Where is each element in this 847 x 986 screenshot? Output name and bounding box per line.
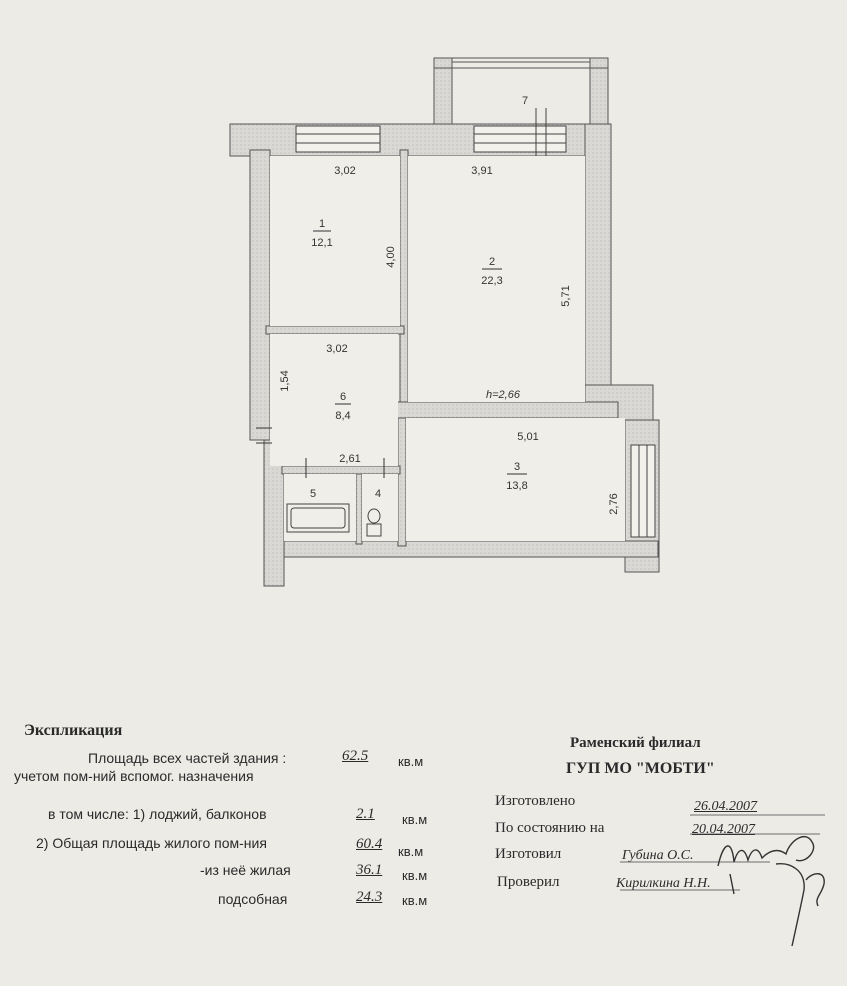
room-3-area: 13,8 — [506, 480, 528, 492]
explication-unit-total: кв.м — [398, 754, 424, 769]
room-1-number: 1 — [318, 218, 326, 230]
room-4-number: 4 — [374, 488, 382, 500]
made-date: 26.04.2007 — [694, 799, 757, 814]
explication-unit-residential: кв.м — [402, 868, 428, 883]
explication-value-total: 62.5 — [342, 748, 369, 764]
ceiling-height: h=2,66 — [486, 389, 520, 401]
state-date: 20.04.2007 — [692, 822, 755, 837]
room-6-area: 8,4 — [335, 410, 351, 422]
checker-name: Кирилкина Н.Н. — [616, 876, 711, 891]
dim-r3-height: 2,76 — [608, 493, 620, 515]
explication-label-total: Площадь всех частей здания : — [88, 750, 287, 766]
dim-r2-height: 5,71 — [560, 285, 572, 307]
explication-label-balconies: в том числе: 1) лоджий, балконов — [48, 806, 267, 822]
explication-label-auxiliary: подсобная — [218, 891, 288, 907]
dim-r6-width-top: 3,02 — [326, 343, 348, 355]
explication-value-auxiliary: 24.3 — [356, 889, 383, 905]
dim-r3-width: 5,01 — [517, 431, 539, 443]
signature-marks — [600, 810, 840, 950]
explication-value-balconies: 2.1 — [356, 806, 375, 822]
room-3-number: 3 — [513, 461, 521, 473]
balcony-7 — [434, 58, 608, 124]
dim-r6-height: 1,54 — [279, 370, 291, 392]
explication-label-total-living: 2) Общая площадь жилого пом-ния — [36, 835, 267, 851]
explication-label-aux: учетом пом-ний вспомог. назначения — [14, 768, 254, 784]
explication-unit-auxiliary: кв.м — [402, 893, 428, 908]
state-label: По состоянию на — [495, 820, 605, 836]
dim-r1-height: 4,00 — [385, 246, 397, 268]
dim-r2-width: 3,91 — [471, 165, 493, 177]
checker-label: Проверил — [497, 874, 560, 890]
explication-unit-total-living: кв.м — [398, 844, 424, 859]
room-2-area: 22,3 — [481, 275, 503, 287]
dim-r6-width-bottom: 2,61 — [339, 453, 361, 465]
explication-value-residential: 36.1 — [356, 862, 383, 878]
room-6-number: 6 — [339, 391, 347, 403]
org-branch: Раменский филиал — [570, 735, 701, 751]
explication-value-total-living: 60.4 — [356, 836, 383, 852]
dim-r1-width: 3,02 — [334, 165, 356, 177]
room-1-area: 12,1 — [311, 237, 333, 249]
made-label: Изготовлено — [495, 793, 576, 809]
explication-label-residential: -из неё жилая — [200, 862, 291, 878]
room-2-number: 2 — [488, 256, 496, 268]
maker-label: Изготовил — [495, 846, 562, 862]
room-5-number: 5 — [309, 488, 317, 500]
explication-unit-balconies: кв.м — [402, 812, 428, 827]
maker-name: Губина О.С. — [622, 848, 694, 863]
room-7-number: 7 — [521, 95, 529, 107]
org-name: ГУП МО "МОБТИ" — [566, 760, 715, 777]
explication-title: Экспликация — [24, 722, 123, 739]
